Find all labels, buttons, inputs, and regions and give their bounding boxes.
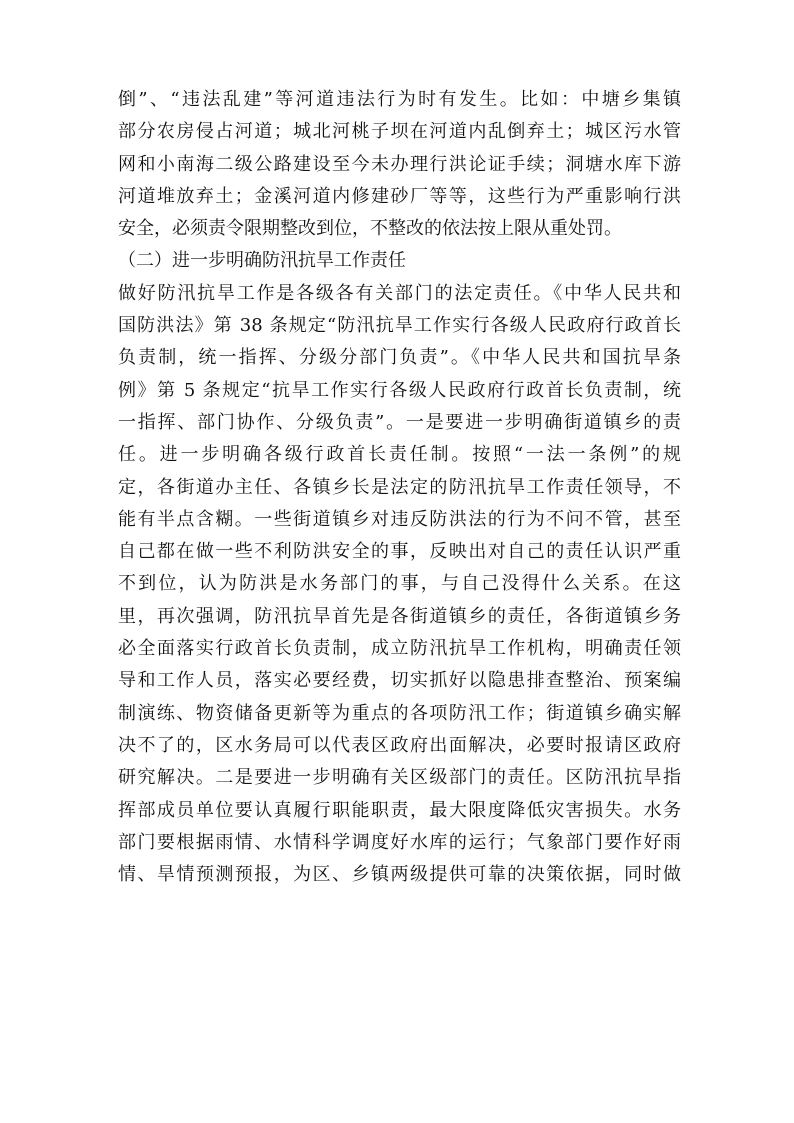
text-line: 定，各街道办主任、各镇乡长是法定的防汛抗旱工作责任领导，不 <box>118 476 681 498</box>
text-line: 负责制，统一指挥、分级分部门负责”。《中华人民共和国抗旱条 <box>118 347 681 369</box>
text-line: 安全，必须责令限期整改到位，不整改的依法按上限从重处罚。 <box>118 218 622 240</box>
text-line: 里，再次强调，防汛抗旱首先是各街道镇乡的责任，各街道镇乡务 <box>118 605 681 627</box>
text-line: 决不了的，区水务局可以代表区政府出面解决，必要时报请区政府 <box>118 734 681 756</box>
text-line: 情、旱情预测预报，为区、乡镇两级提供可靠的决策依据，同时做 <box>118 864 681 886</box>
text-line: 研究解决。二是要进一步明确有关区级部门的责任。区防汛抗旱指 <box>118 767 681 789</box>
text-line: 例》第 5 条规定“抗旱工作实行各级人民政府行政首长负责制，统 <box>118 379 681 401</box>
text-line: 国防洪法》第 38 条规定“防汛抗旱工作实行各级人民政府行政首长 <box>118 315 681 337</box>
text-line: 做好防汛抗旱工作是各级各有关部门的法定责任。《中华人民共和 <box>118 282 681 304</box>
text-line: 部门要根据雨情、水情科学调度好水库的运行；气象部门要作好雨 <box>118 831 681 853</box>
text-line: 必全面落实行政首长负责制，成立防汛抗旱工作机构，明确责任领 <box>118 638 681 660</box>
text-line: 制演练、物资储备更新等为重点的各项防汛工作；街道镇乡确实解 <box>118 702 681 724</box>
text-line: 挥部成员单位要认真履行职能职责，最大限度降低灾害损失。水务 <box>118 799 681 821</box>
text-line: 自己都在做一些不利防洪安全的事，反映出对自己的责任认识严重 <box>118 541 681 563</box>
text-line: 导和工作人员，落实必要经费，切实抓好以隐患排查整治、预案编 <box>118 670 681 692</box>
text-line: 任。进一步明确各级行政首长责任制。按照“一法一条例”的规 <box>118 444 681 466</box>
text-line: 不到位，认为防洪是水务部门的事，与自己没得什么关系。在这 <box>118 573 681 595</box>
section-heading: （二）进一步明确防汛抗旱工作责任 <box>118 250 406 272</box>
text-line: 部分农房侵占河道；城北河桃子坝在河道内乱倒弃土；城区污水管 <box>118 121 681 143</box>
document-body <box>118 84 681 891</box>
text-line: 河道堆放弃土；金溪河道内修建砂厂等等，这些行为严重影响行洪 <box>118 185 681 207</box>
text-line: 一指挥、部门协作、分级负责”。一是要进一步明确街道镇乡的责 <box>118 411 681 433</box>
text-line: 倒”、“违法乱建”等河道违法行为时有发生。比如：中塘乡集镇 <box>118 89 681 110</box>
text-line: 能有半点含糊。一些街道镇乡对违反防洪法的行为不问不管，甚至 <box>118 508 681 530</box>
text-line: 网和小南海二级公路建设至今未办理行洪论证手续；洞塘水库下游 <box>118 153 681 175</box>
